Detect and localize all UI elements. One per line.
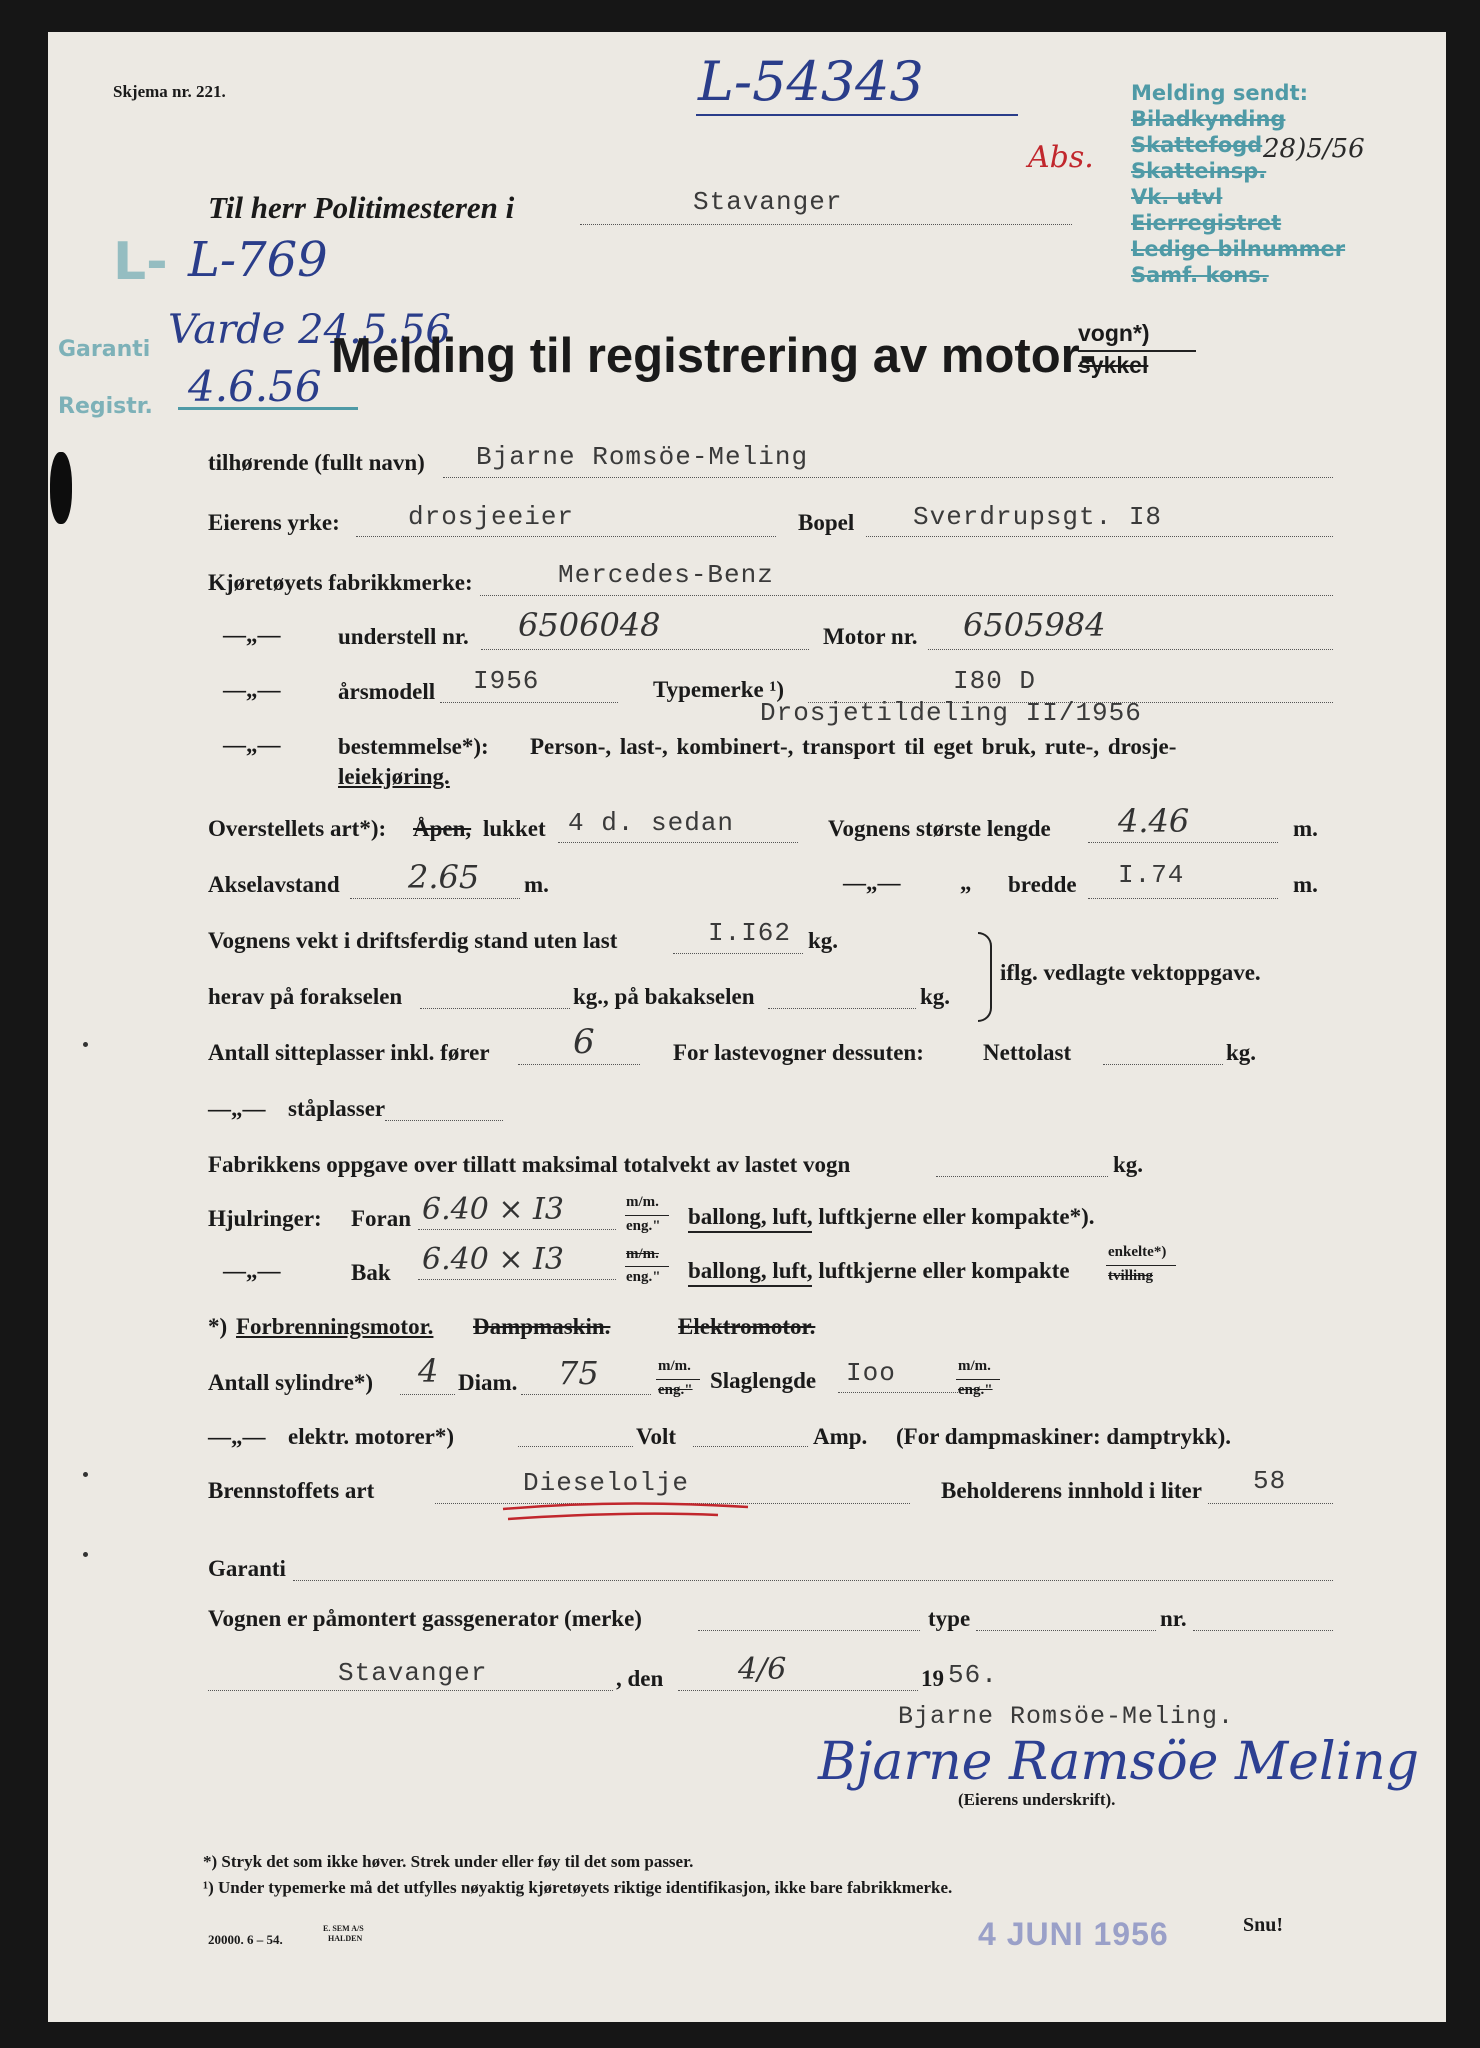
- typed-owner-name: Bjarne Romsöe-Meling.: [898, 1702, 1235, 1731]
- gas-nr-line: [1193, 1630, 1333, 1631]
- tires-front-line: [418, 1229, 616, 1230]
- occupation-value: drosjeeier: [408, 502, 575, 532]
- diam-fraction: [656, 1379, 700, 1380]
- tires-front-fraction: [625, 1215, 669, 1216]
- engine-kind-steam: Dampmaskin.: [473, 1314, 611, 1339]
- rear-axle-unit: kg.: [920, 984, 951, 1009]
- sent-item-skattefogd: Skattefogd: [1131, 133, 1263, 157]
- occupation-label: Eierens yrke:: [208, 510, 340, 535]
- rear-axle-label: kg., på bakakselen: [573, 984, 755, 1009]
- weight-line: [673, 953, 803, 954]
- cylinders-value: 4: [418, 1352, 439, 1390]
- year-prefix: 19: [921, 1666, 944, 1691]
- weight-value: I.I62: [708, 918, 792, 948]
- gas-generator-line: [698, 1630, 920, 1631]
- engine-kind-electric: Elektromotor.: [678, 1314, 816, 1339]
- title-sykkel: sykkel: [1078, 352, 1149, 378]
- weight-brace: [978, 932, 992, 1022]
- fuel-red-underline: [498, 1497, 758, 1527]
- diam-line: [521, 1394, 651, 1395]
- seats-value: 6: [573, 1022, 595, 1062]
- rear-axle-line: [768, 1008, 916, 1009]
- place-value: Stavanger: [338, 1658, 488, 1688]
- title-vogn: vogn*): [1078, 320, 1150, 346]
- volt-line: [693, 1446, 808, 1447]
- width-line: [1088, 898, 1278, 899]
- width-label: bredde: [1008, 872, 1077, 897]
- fuel-label: Brennstoffets art: [208, 1478, 375, 1503]
- ditto-chassis: —„—: [223, 622, 281, 647]
- received-date-stamp: 4 JUNI 1956: [978, 1916, 1169, 1952]
- cylinders-label: Antall sylindre*): [208, 1370, 374, 1395]
- owner-line: [443, 477, 1333, 478]
- address-label: Bopel: [798, 510, 855, 535]
- purpose-label: bestemmelse*):: [338, 734, 489, 759]
- ditto-year: —„—: [223, 677, 281, 702]
- width-value: I.74: [1118, 860, 1185, 890]
- length-unit: m.: [1293, 816, 1318, 841]
- registr-date: 4.6.56: [188, 362, 322, 411]
- ditto-standing: —„—: [208, 1096, 266, 1121]
- address-value: Sverdrupsgt. I8: [913, 502, 1163, 532]
- engine-kind-prefix: *): [208, 1314, 228, 1339]
- date-value: 4/6: [738, 1652, 787, 1687]
- footnote-2: ¹) Under typemerke må det utfylles nøyaktig kjøretøyets riktige identifikasjon, ikke bare fabrikkmerke.: [203, 1878, 953, 1897]
- length-line: [1088, 842, 1278, 843]
- tires-twin-label: tvilling: [1108, 1268, 1154, 1284]
- abs-note: Abs.: [1028, 140, 1094, 175]
- stroke-unit-eng: eng.": [958, 1382, 993, 1398]
- stroke-unit-mm: m/m.: [958, 1358, 991, 1374]
- punch-mark: [83, 1472, 88, 1477]
- guarantee-line: [293, 1580, 1333, 1581]
- length-value: 4.46: [1118, 802, 1190, 840]
- wheelbase-label: Akselavstand: [208, 872, 340, 897]
- ditto-width: —„—: [843, 870, 901, 895]
- printer-code: 20000. 6 – 54.: [208, 1932, 283, 1947]
- ref-underline: [696, 114, 1018, 116]
- date-line: [678, 1690, 918, 1691]
- registration-form-page: [48, 32, 1446, 2022]
- punch-mark: [83, 1552, 88, 1557]
- owner-label: tilhørende (fullt navn): [208, 450, 425, 475]
- standing-label: ståplasser: [288, 1096, 386, 1121]
- width-unit: m.: [1293, 872, 1318, 897]
- address-line: [866, 536, 1333, 537]
- make-line: [480, 595, 1333, 596]
- weight-unit: kg.: [808, 928, 839, 953]
- weight-label: Vognens vekt i driftsferdig stand uten last: [208, 928, 618, 953]
- net-load-line: [1103, 1064, 1223, 1065]
- punch-mark: [83, 1042, 88, 1047]
- type-label: Typemerke ¹): [653, 677, 785, 702]
- stroke-fraction: [956, 1379, 1000, 1380]
- ink-blot: [50, 452, 72, 524]
- amp-label: Amp.: [813, 1424, 868, 1449]
- owner-value: Bjarne Romsöe-Meling: [476, 442, 809, 472]
- printer-name-1: E. SEM A/S: [323, 1924, 364, 1933]
- wheelbase-value: 2.65: [408, 858, 480, 896]
- standing-line: [385, 1120, 503, 1121]
- gas-generator-label: Vognen er påmontert gassgenerator (merke): [208, 1606, 642, 1631]
- body-closed-option: lukket: [483, 816, 546, 841]
- printer-name-2: HALDEN: [328, 1934, 363, 1943]
- tires-front-label: Foran: [351, 1206, 412, 1231]
- tires-front-unit-eng: eng.": [626, 1218, 661, 1234]
- body-value: 4 d. sedan: [568, 808, 735, 838]
- tires-rear-options: ballong, luft, luftkjerne eller kompakte: [688, 1258, 1070, 1283]
- stroke-value: Ioo: [846, 1358, 896, 1388]
- max-weight-line: [936, 1176, 1108, 1177]
- gas-type-line: [976, 1630, 1156, 1631]
- tires-rear-ballong-underline: [688, 1285, 812, 1287]
- registr-stamp: Registr.: [58, 394, 153, 419]
- year-label: årsmodell: [338, 679, 436, 704]
- body-open-option: Åpen,: [413, 816, 472, 841]
- tires-front-value: 6.40 × I3: [422, 1192, 564, 1227]
- tires-rear-fraction: [625, 1266, 669, 1267]
- diam-value: 75: [558, 1354, 599, 1392]
- make-value: Mercedes-Benz: [558, 560, 774, 590]
- year-suffix: 56.: [948, 1660, 998, 1690]
- gas-nr-label: nr.: [1160, 1606, 1187, 1631]
- signature-caption: (Eierens underskrift).: [958, 1790, 1116, 1809]
- garanti-stamp: Garanti: [58, 337, 151, 362]
- wheelbase-unit: m.: [524, 872, 549, 897]
- reference-number: L-54343: [698, 50, 924, 113]
- ditto-purpose: —„—: [223, 732, 281, 757]
- tank-value: 58: [1253, 1466, 1287, 1496]
- tires-rear-line: [418, 1279, 616, 1280]
- tires-front-options: ballong, luft, luftkjerne eller kompakte*).: [688, 1204, 1095, 1229]
- tires-label: Hjulringer:: [208, 1206, 322, 1231]
- sent-item-skatteinsp: Skatteinsp.: [1131, 159, 1267, 183]
- sent-stamp: [1131, 80, 1345, 288]
- place-line: [208, 1690, 613, 1691]
- diam-label: Diam.: [458, 1370, 518, 1395]
- seats-line: [518, 1064, 640, 1065]
- stroke-label: Slaglengde: [710, 1368, 817, 1393]
- motor-value: 6505984: [963, 606, 1106, 644]
- type-value: I80 D: [953, 666, 1037, 696]
- tires-single-label: enkelte*): [1108, 1244, 1167, 1260]
- tires-front-unit-mm: m/m.: [626, 1194, 659, 1210]
- tank-line: [1208, 1503, 1333, 1504]
- diam-unit-mm: m/m.: [658, 1358, 691, 1374]
- fuel-value: Dieselolje: [523, 1468, 690, 1498]
- side-number: L-769: [188, 232, 328, 288]
- chassis-value: 6506048: [518, 606, 661, 644]
- weight-note: iflg. vedlagte vektoppgave.: [1000, 960, 1261, 985]
- owner-signature: Bjarne Ramsöe Meling: [818, 1732, 1419, 1792]
- year-value: I956: [473, 666, 540, 696]
- purpose-options-cont: leiekjøring.: [338, 764, 450, 789]
- body-line: [558, 842, 798, 843]
- sent-item-bilsakkyndig: Biladkynding: [1131, 107, 1286, 131]
- electric-line: [518, 1446, 633, 1447]
- sent-item-ledige-bilnummer: Ledige bilnummer: [1131, 237, 1346, 261]
- front-axle-line: [420, 1008, 570, 1009]
- length-label: Vognens største lengde: [828, 816, 1051, 841]
- chassis-line: [481, 649, 809, 650]
- max-weight-unit: kg.: [1113, 1152, 1144, 1177]
- registr-underline: [178, 407, 358, 410]
- police-city: Stavanger: [693, 187, 843, 217]
- volt-label: Volt: [636, 1424, 677, 1449]
- front-axle-label: herav på forakselen: [208, 984, 403, 1009]
- guarantee-label: Garanti: [208, 1556, 286, 1581]
- cylinders-line: [400, 1394, 455, 1395]
- engine-kind-combustion: Forbrenningsmotor.: [236, 1314, 434, 1339]
- allocation-note: Drosjetildeling II/1956: [760, 698, 1142, 728]
- sent-item-samf-kons: Samf. kons.: [1131, 263, 1269, 287]
- ditto-electric: —„—: [208, 1424, 266, 1449]
- tires-rear-label: Bak: [351, 1260, 391, 1285]
- ditto-rear: —„—: [223, 1258, 281, 1283]
- chassis-label: understell nr.: [338, 624, 469, 649]
- tires-front-ballong-underline: [688, 1231, 812, 1233]
- city-line: [580, 224, 1072, 225]
- tires-single-twin-fraction: [1106, 1265, 1176, 1266]
- truck-label: For lastevogner dessuten:: [673, 1040, 924, 1065]
- turn-over-note: Snu!: [1243, 1914, 1284, 1936]
- footnote-1: *) Stryk det som ikke høver. Strek under eller føy til det som passer.: [203, 1852, 694, 1871]
- steam-pressure-note: (For dampmaskiner: damptrykk).: [896, 1424, 1232, 1449]
- motor-line: [928, 649, 1333, 650]
- wheelbase-line: [350, 898, 520, 899]
- occupation-line: [356, 536, 776, 537]
- sent-item-vk-utvl: Vk. utvl: [1131, 185, 1223, 209]
- form-id: Skjema nr. 221.: [113, 82, 226, 101]
- garanti-note: Varde 24.5.56: [168, 307, 451, 353]
- width-quote: „: [960, 870, 972, 895]
- to-police-label: Til herr Politimesteren i: [208, 190, 515, 225]
- purpose-options: Person-, last-, kombinert-, transport til eget bruk, rute-, drosje-: [530, 734, 1177, 759]
- stroke-line: [838, 1392, 958, 1393]
- tires-rear-unit-mm: m/m.: [626, 1246, 659, 1262]
- body-label: Overstellets art*):: [208, 816, 387, 841]
- form-title: Melding til registrering av motor-: [331, 329, 1097, 383]
- tank-label: Beholderens innhold i liter: [941, 1478, 1202, 1503]
- max-weight-label: Fabrikkens oppgave over tillatt maksimal totalvekt av lastet vogn: [208, 1152, 851, 1177]
- abs-date: 28)5/56: [1263, 134, 1365, 164]
- net-load-unit: kg.: [1226, 1040, 1257, 1065]
- diam-unit-eng: eng.": [658, 1382, 693, 1398]
- sent-item-eierregistret: Eierregistret: [1131, 211, 1282, 235]
- motor-label: Motor nr.: [823, 624, 918, 649]
- date-label: , den: [616, 1666, 664, 1691]
- sent-stamp-title: Melding sendt:: [1131, 81, 1309, 105]
- electric-label: elektr. motorer*): [288, 1424, 455, 1449]
- gas-type-label: type: [928, 1606, 971, 1631]
- tires-rear-value: 6.40 × I3: [422, 1242, 564, 1277]
- net-load-label: Nettolast: [983, 1040, 1072, 1065]
- year-line: [440, 702, 618, 703]
- make-label: Kjøretøyets fabrikkmerke:: [208, 570, 473, 595]
- side-number-stamp: L-: [113, 232, 168, 292]
- seats-label: Antall sitteplasser inkl. fører: [208, 1040, 490, 1065]
- tires-rear-unit-eng: eng.": [626, 1269, 661, 1285]
